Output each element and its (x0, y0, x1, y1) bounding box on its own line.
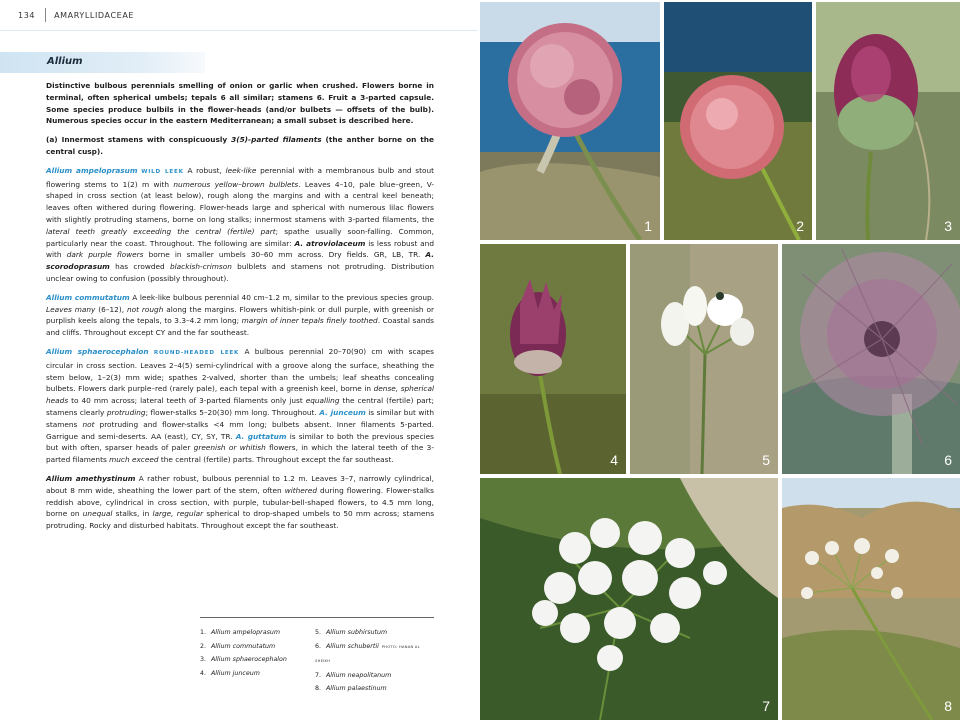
photo-7-allium-neapolitanum (480, 478, 778, 720)
species-entry-amethystinum: Allium amethystinum A rather robust, bulbous perennial to 1.2 m. Leaves 3–7, narrowly cylindrical, about 8 mm wide, sheathing the lower part of the stem, often withered during flowering. Flower-stalks reddish above, cylindrical in cross section, with purple, tubular-bell-shaped flowers, to 4.5 mm long, borne on unequal stalks, in large, regular spherical to drop-shaped umbels to 50 mm across; stamens protruding. Rocky and disturbed habitats. Throughout except the far southeast. (46, 473, 435, 531)
photo-number: 1 (644, 218, 652, 234)
photo-number: 7 (762, 698, 770, 714)
genus-intro: Distinctive bulbous perennials smelling of onion or garlic when crushed. Flowers borne in terminal, often spherical umbels; tepals 6 all similar; stamens 6. Fruit a 3-parted capsule. Some species produce bulbils in the flower-heads (and/or bulbets — offsets of the bulb). Numerous species occur in the eastern Mediterranean; a small subset is described here. (46, 81, 434, 126)
species-name: A. atroviolaceum (294, 238, 366, 248)
species-name: Allium amethystinum (46, 473, 136, 483)
photo-credit: PHOTO: HANAN AL SHEIKH (315, 644, 420, 664)
photo-6-allium-schubertii (782, 244, 960, 474)
article-body (46, 80, 434, 539)
photo-5-allium-subhirsutum (630, 244, 778, 474)
photo-3-allium-sphaerocephalon (816, 2, 960, 240)
photo-1-allium-ampeloprasum (480, 2, 660, 240)
species-name: A. guttatum (235, 431, 287, 441)
photo-number: 4 (610, 452, 618, 468)
species-name: A. junceum (319, 407, 366, 417)
page-number: 134 (18, 10, 36, 20)
photo-number: 3 (944, 218, 952, 234)
species-entry-sphaerocephalon: Allium sphaerocephalon ROUND-HEADED LEEK A bulbous perennial 20–70(90) cm with scapes circular in cross section. Leaves 2–4(5) semi-cylindrical with a groove along the surface, sheathing the stem below, 1–2(3) mm wide; spathes 2-valved, shorter than the umbels; leaf sheaths concealing bulbets. Flowers dark purple–red (rarely pale), each tepal with a greenish keel, borne in dense, spherical heads to 40 mm across; lateral teeth of 3-parted filaments only just equalling the central (fertile) part; stamens clearly protruding; flower-stalks 5–20(30) mm long. Throughout. A. junceum is similar but with stamens not protruding and flower-stalks <4 mm long; bulbets absent. Inner filaments 5-parted. Garrigue and semi-deserts. AA (east), CY, SY, TR. A. guttatum is similar to both the previous species but with often, sparser heads of paler greenish or whitish flowers, in which the lateral teeth of the 3-parted filaments much exceed the central (fertile) parts. Throughout except the far southeast. (46, 346, 435, 465)
common-name: ROUND-HEADED LEEK (153, 349, 240, 356)
caption-column-left (200, 626, 315, 696)
species-name: Allium ampeloprasum (46, 165, 138, 175)
caption-item: 5. Allium subhirsutum (315, 629, 388, 636)
genus-heading-bar (0, 52, 205, 73)
species-name: Allium commutatum (46, 292, 130, 302)
photo-2-allium-commutatum (664, 2, 812, 240)
caption-column-right (315, 626, 430, 696)
species-entry-ampeloprasum: Allium ampeloprasum WILD LEEK A robust, leek-like perennial with a membranous bulb and stout flowering stems to 1(2) m with numerous yellow–brown bulblets. Leaves 4–10, pale blue–green, V-shaped in cross section (at least below), rough along the margins and with a central keel beneath; leaves often withered during flowering. Flower-heads large and spherical with numerous lilac flowers with slightly protruding stamens, borne on long stalks; innermost stamens with 3-parted filaments, the lateral teeth greatly exceeding the central (fertile) part; spathe usually soon-falling. Common, particularly near the coast. Throughout. The following are similar: A. atroviolaceum is less robust and with dark purple flowers borne in smaller umbels 30–60 mm across. Dry fields. GR, LB, TR. A. scorodoprasum has crowded blackish-crimson bulblets and stamens not protruding. Distribution unclear owing to confusion (possibly throughout). (46, 165, 435, 283)
photo-number: 8 (944, 698, 952, 714)
caption-rule (200, 617, 434, 618)
caption-item: 2. Allium commutatum (200, 642, 276, 650)
species-name: Allium sphaerocephalon (46, 346, 149, 356)
running-head (18, 8, 134, 22)
running-head-divider (45, 8, 46, 22)
photo-number: 2 (796, 218, 804, 234)
photo-8-allium-palaestinum (782, 478, 960, 720)
caption-item: 7. Allium neapolitanum (315, 671, 392, 679)
species-name: A. scorodoprasum (46, 250, 435, 272)
genus-title: Allium (47, 56, 83, 67)
caption-item: 1. Allium ampeloprasum (200, 629, 280, 636)
photo-captions (200, 626, 450, 696)
caption-item: 3. Allium sphaerocephalon (200, 656, 287, 664)
photo-number: 6 (944, 452, 952, 468)
caption-item: 4. Allium junceum (200, 669, 260, 677)
photo-number: 5 (762, 452, 770, 468)
species-entry-commutatum: Allium commutatum A leek-like bulbous perennial 40 cm–1.2 m, similar to the previous species group. Leaves many (6–12), not rough along the margins. Flowers whitish-pink or dull purple, with greenish or purplish keels along the tepals, to 3.3–4.2 mm long; margin of inner tepals finely toothed. Coastal sands and cliffs. Throughout except CY and the far southeast. (46, 292, 434, 338)
family-name: AMARYLLIDACEAE (54, 10, 135, 20)
photo-grid (478, 0, 960, 720)
header-rule (0, 30, 478, 31)
common-name: WILD LEEK (141, 168, 184, 175)
caption-item: 6. Allium schubertii PHOTO: HANAN AL SHEIKH (315, 642, 420, 664)
photo-4-allium-junceum (480, 244, 626, 474)
text-page (0, 0, 478, 720)
group-a-heading: (a) Innermost stamens with conspicuously 3(5)-parted filaments (the anther borne on the central cusp). (46, 135, 434, 156)
caption-item: 8. Allium palaestinum (315, 685, 387, 693)
